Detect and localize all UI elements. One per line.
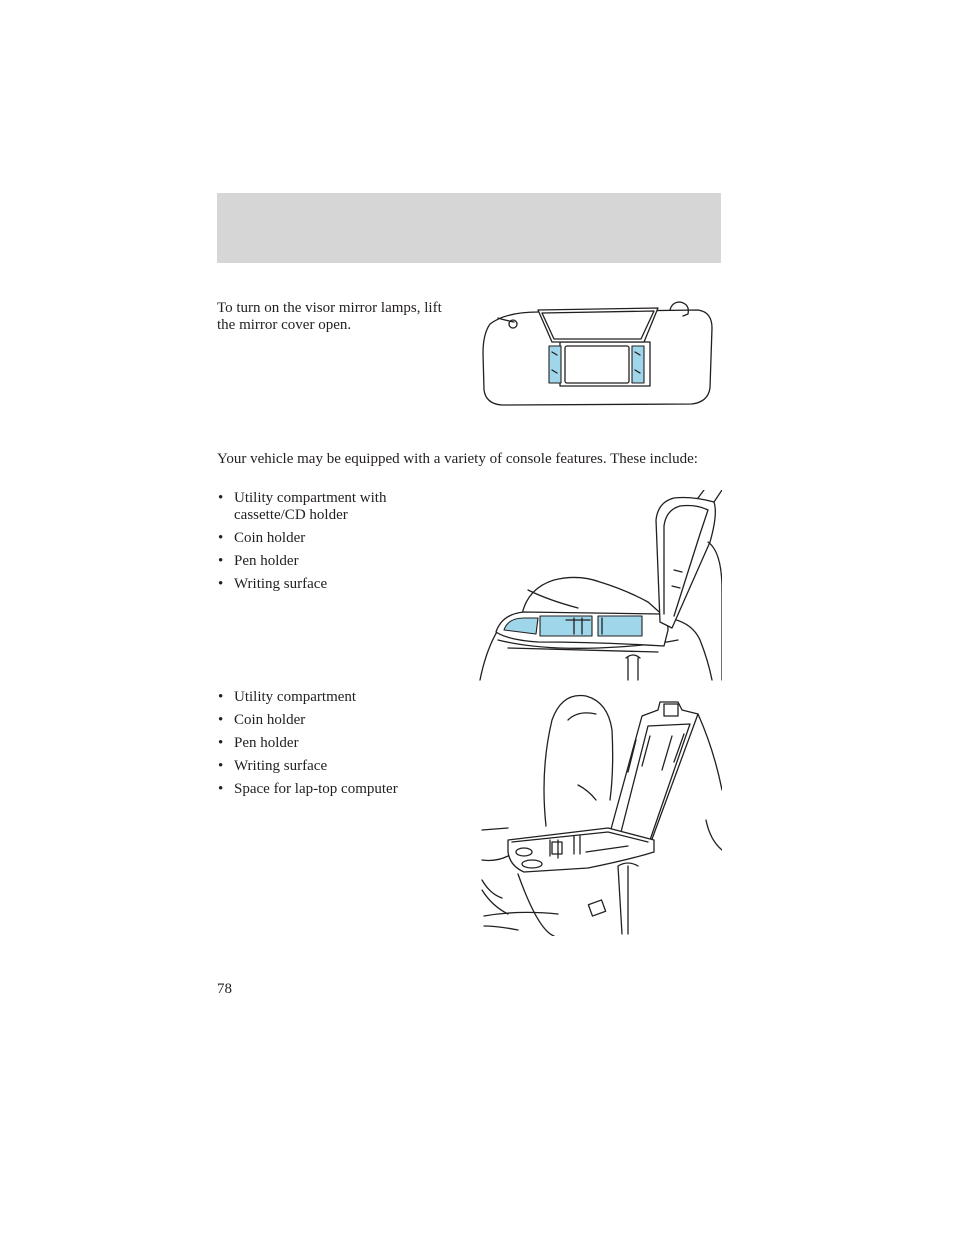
console-illustration-two — [478, 690, 722, 936]
page-number: 78 — [217, 981, 232, 997]
visor-mirror-illustration — [478, 298, 722, 410]
console-intro-text: Your vehicle may be equipped with a variety of console features. These include: — [217, 451, 698, 467]
console-illustration-one — [478, 490, 722, 682]
list-item: • Pen holder — [217, 735, 457, 752]
console-features-list-two — [217, 689, 457, 804]
list-item: • Utility compartment with cassette/CD holder — [217, 490, 447, 524]
list-item: • Coin holder — [217, 530, 447, 547]
list-item: • Coin holder — [217, 712, 457, 729]
list-item: • Writing surface — [217, 758, 457, 775]
list-item: • Writing surface — [217, 576, 447, 593]
console-features-list-one — [217, 490, 447, 599]
section-header-band — [217, 193, 721, 263]
list-item: • Space for lap-top computer — [217, 781, 457, 798]
list-item: • Pen holder — [217, 553, 447, 570]
list-item: • Utility compartment — [217, 689, 457, 706]
visor-instruction-text: To turn on the visor mirror lamps, lift the mirror cover open. — [217, 300, 442, 333]
